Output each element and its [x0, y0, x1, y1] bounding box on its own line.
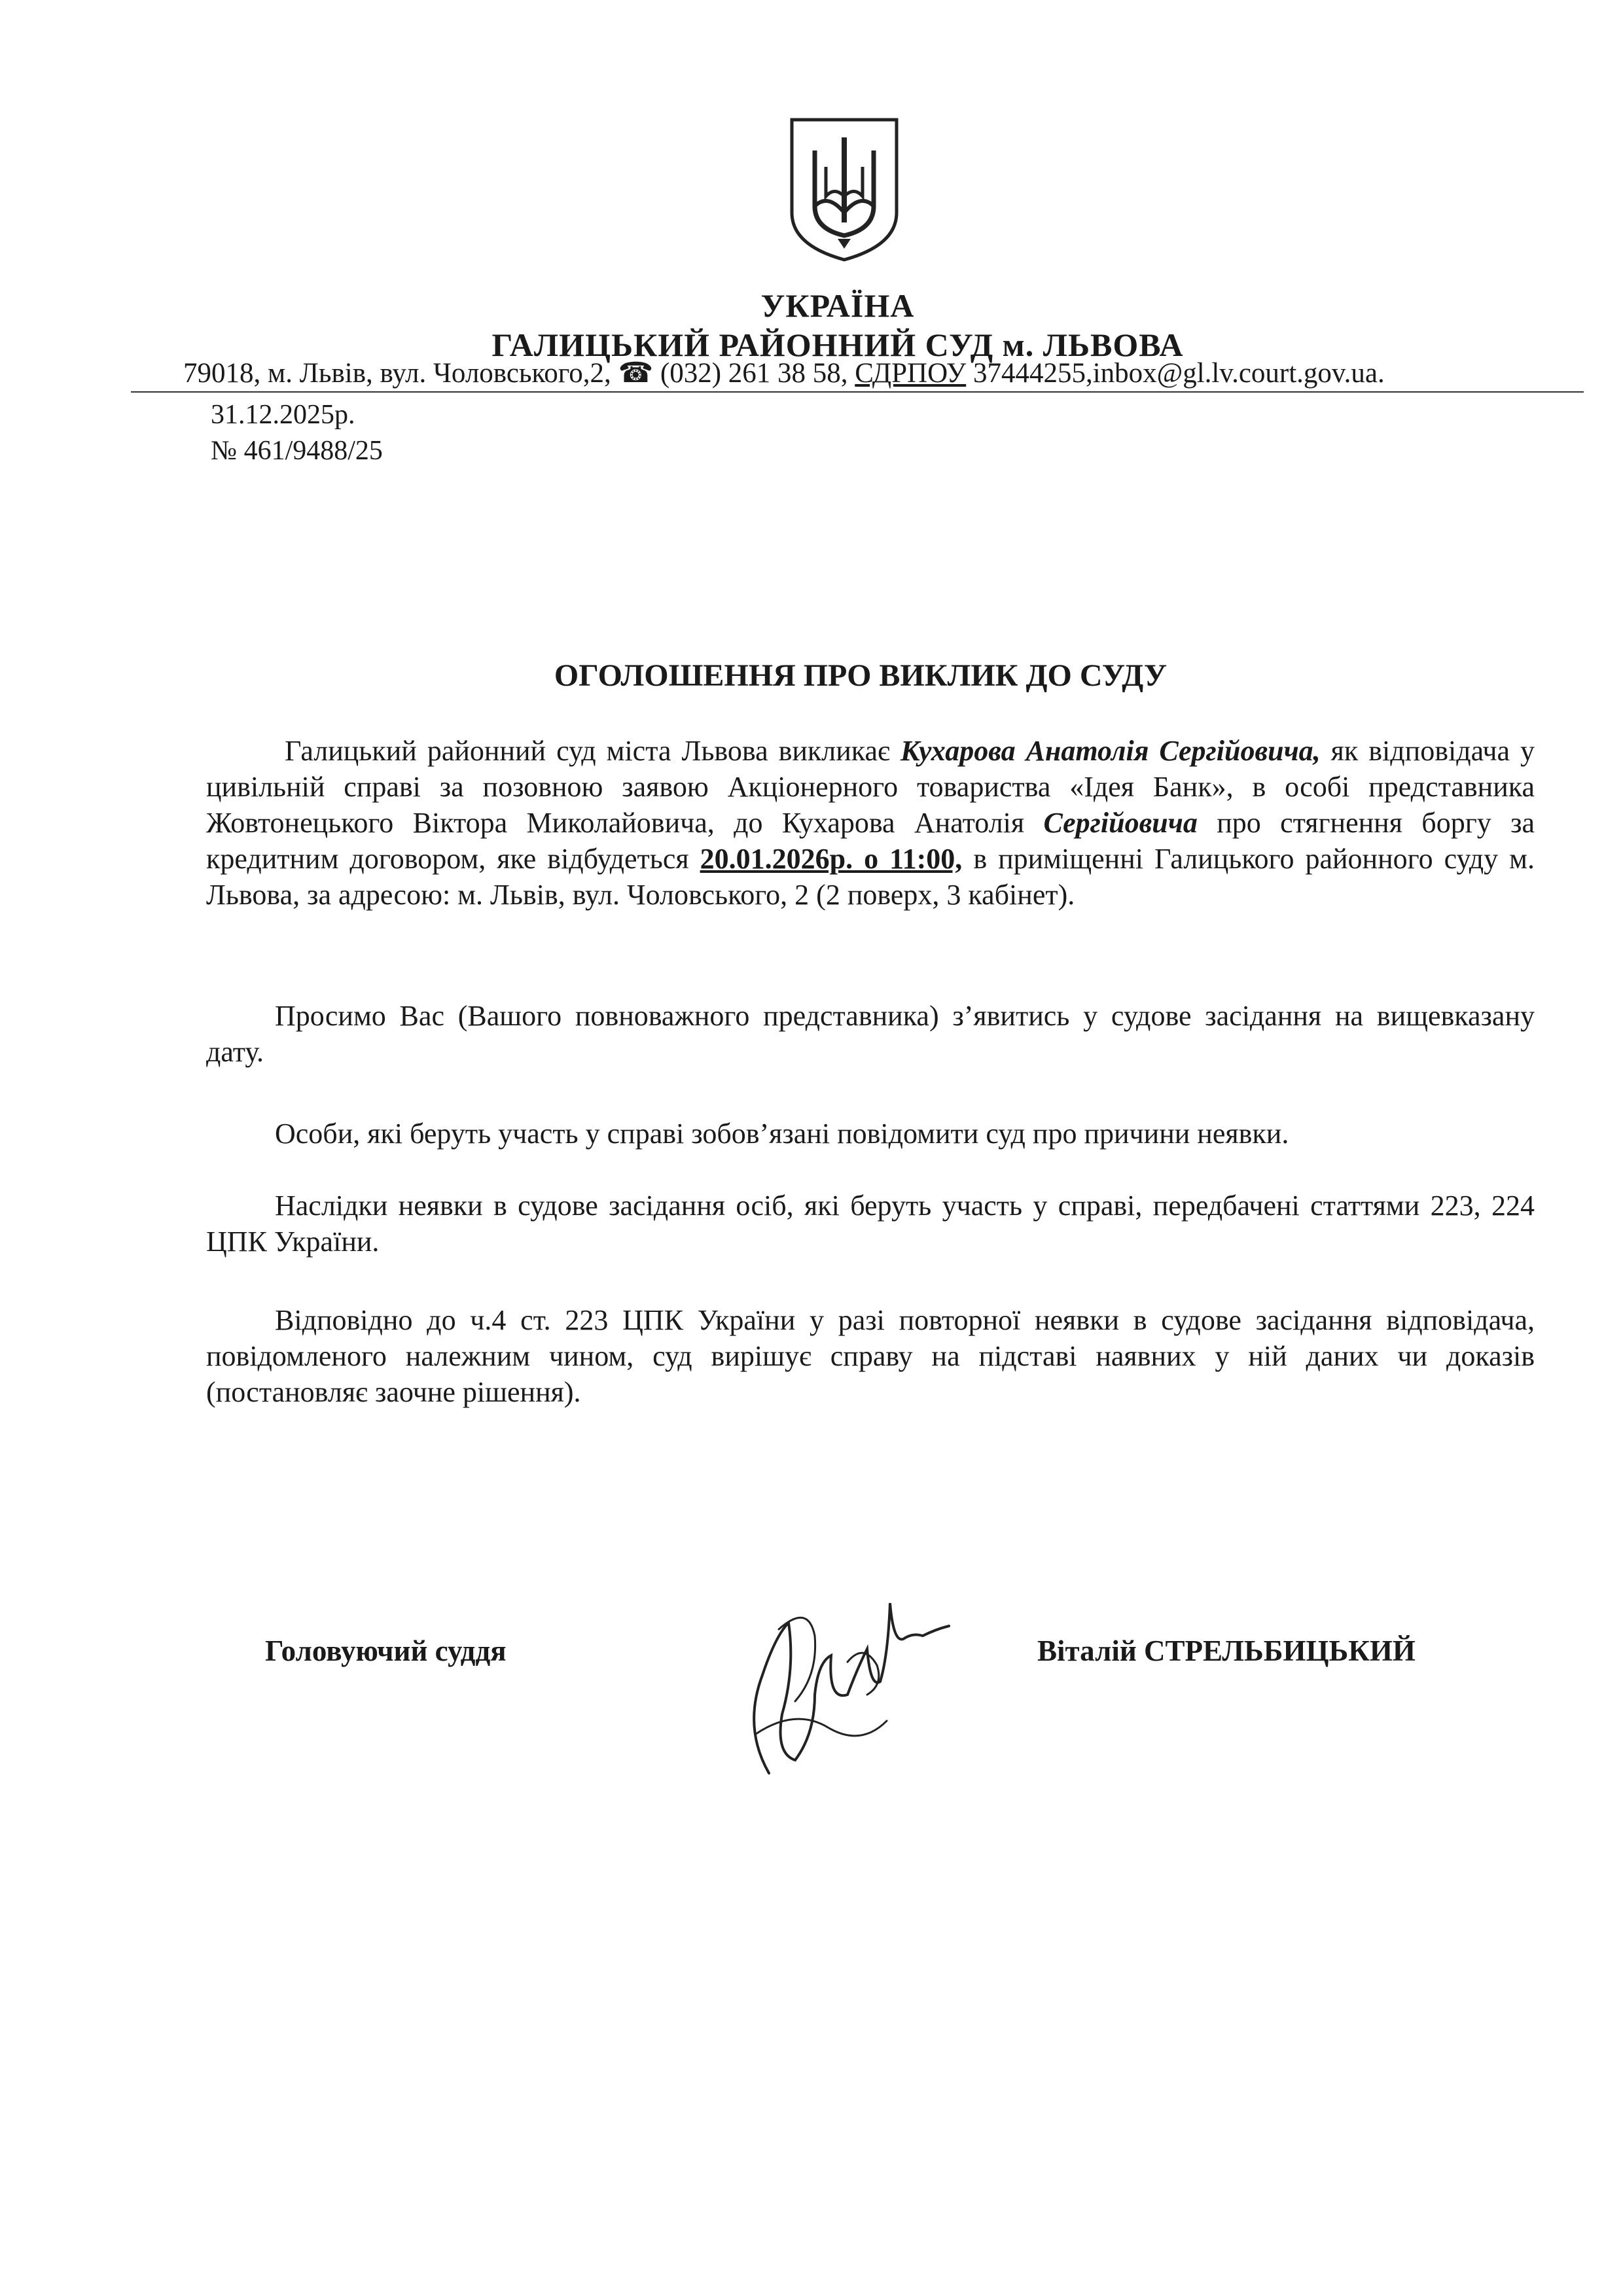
phone-icon: ☎	[618, 358, 654, 389]
paragraph-consequences: Наслідки неявки в судове засідання осіб, які беруть участь у справі, передбачені статтями 223, 224 ЦПК України.	[206, 1190, 1535, 1258]
defendant-name: Кухарова Анатолія Сергійовича,	[900, 735, 1321, 767]
p1-text-3: про стягнення боргу за кредитним договором, яке відбудеться	[206, 807, 1535, 875]
court-address-line	[183, 357, 1590, 389]
defendant-patronymic: Сергійовича	[1043, 807, 1198, 839]
document-title: ОГОЛОШЕННЯ ПРО ВИКЛИК ДО СУДУ	[554, 658, 1168, 693]
signature-image	[717, 1564, 952, 1799]
country-heading: УКРАЇНА	[760, 287, 915, 324]
edrpou-email: 37444255,inbox@gl.lv.court.gov.ua.	[972, 358, 1385, 389]
paragraph-summons	[206, 733, 1535, 913]
paragraph-request: Просимо Вас (Вашого повноважного представника) з’явитись у судове засідання на вищевказану дату.	[206, 1000, 1535, 1068]
document-date: 31.12.2025р.	[211, 400, 355, 430]
court-heading: ГАЛИЦЬКИЙ РАЙОННИЙ СУД м. ЛЬВОВА	[491, 327, 1184, 363]
judge-position: Головуючий суддя	[265, 1634, 507, 1667]
paragraph-obligation: Особи, які беруть участь у справі зобов’язані повідомити суд про причини неявки.	[275, 1118, 1289, 1150]
paragraph-law-reference: Відповідно до ч.4 ст. 223 ЦПК України у разі повторної неявки в судове засідання відповідача, повідомленого належним чином, суд вирішує справу на підставі наявних у ній даних чи доказів (постановляє заочне рішення).	[206, 1304, 1535, 1408]
p1-text-4: в приміщенні Галицького районного суду м. Львова, за адресою: м. Львів, вул. Чоловського, 2 (2 поверх, 3 кабінет).	[206, 843, 1535, 911]
hearing-datetime: 20.01.2026р. о 11:00,	[700, 843, 963, 875]
edrpou-label: СДРПОУ	[855, 358, 967, 389]
judge-name: Віталій СТРЕЛЬБИЦЬКИЙ	[1037, 1634, 1416, 1667]
address-text: 79018, м. Львів, вул. Чоловського,2,	[183, 358, 611, 389]
header-divider	[131, 391, 1584, 393]
coat-of-arms-icon	[785, 115, 903, 265]
phone-number: (032) 261 38 58,	[660, 358, 848, 389]
case-number: № 461/9488/25	[211, 436, 383, 466]
p1-text-2: як відповідача у цивільній справі за позовною заявою Акціонерного товариства «Ідея Банк», в особі представника Жовтонецького Віктора Миколайовича, до Кухарова Анатолія	[206, 735, 1535, 839]
p1-text-1: Галицький районний суд міста Львова викликає	[285, 735, 901, 767]
